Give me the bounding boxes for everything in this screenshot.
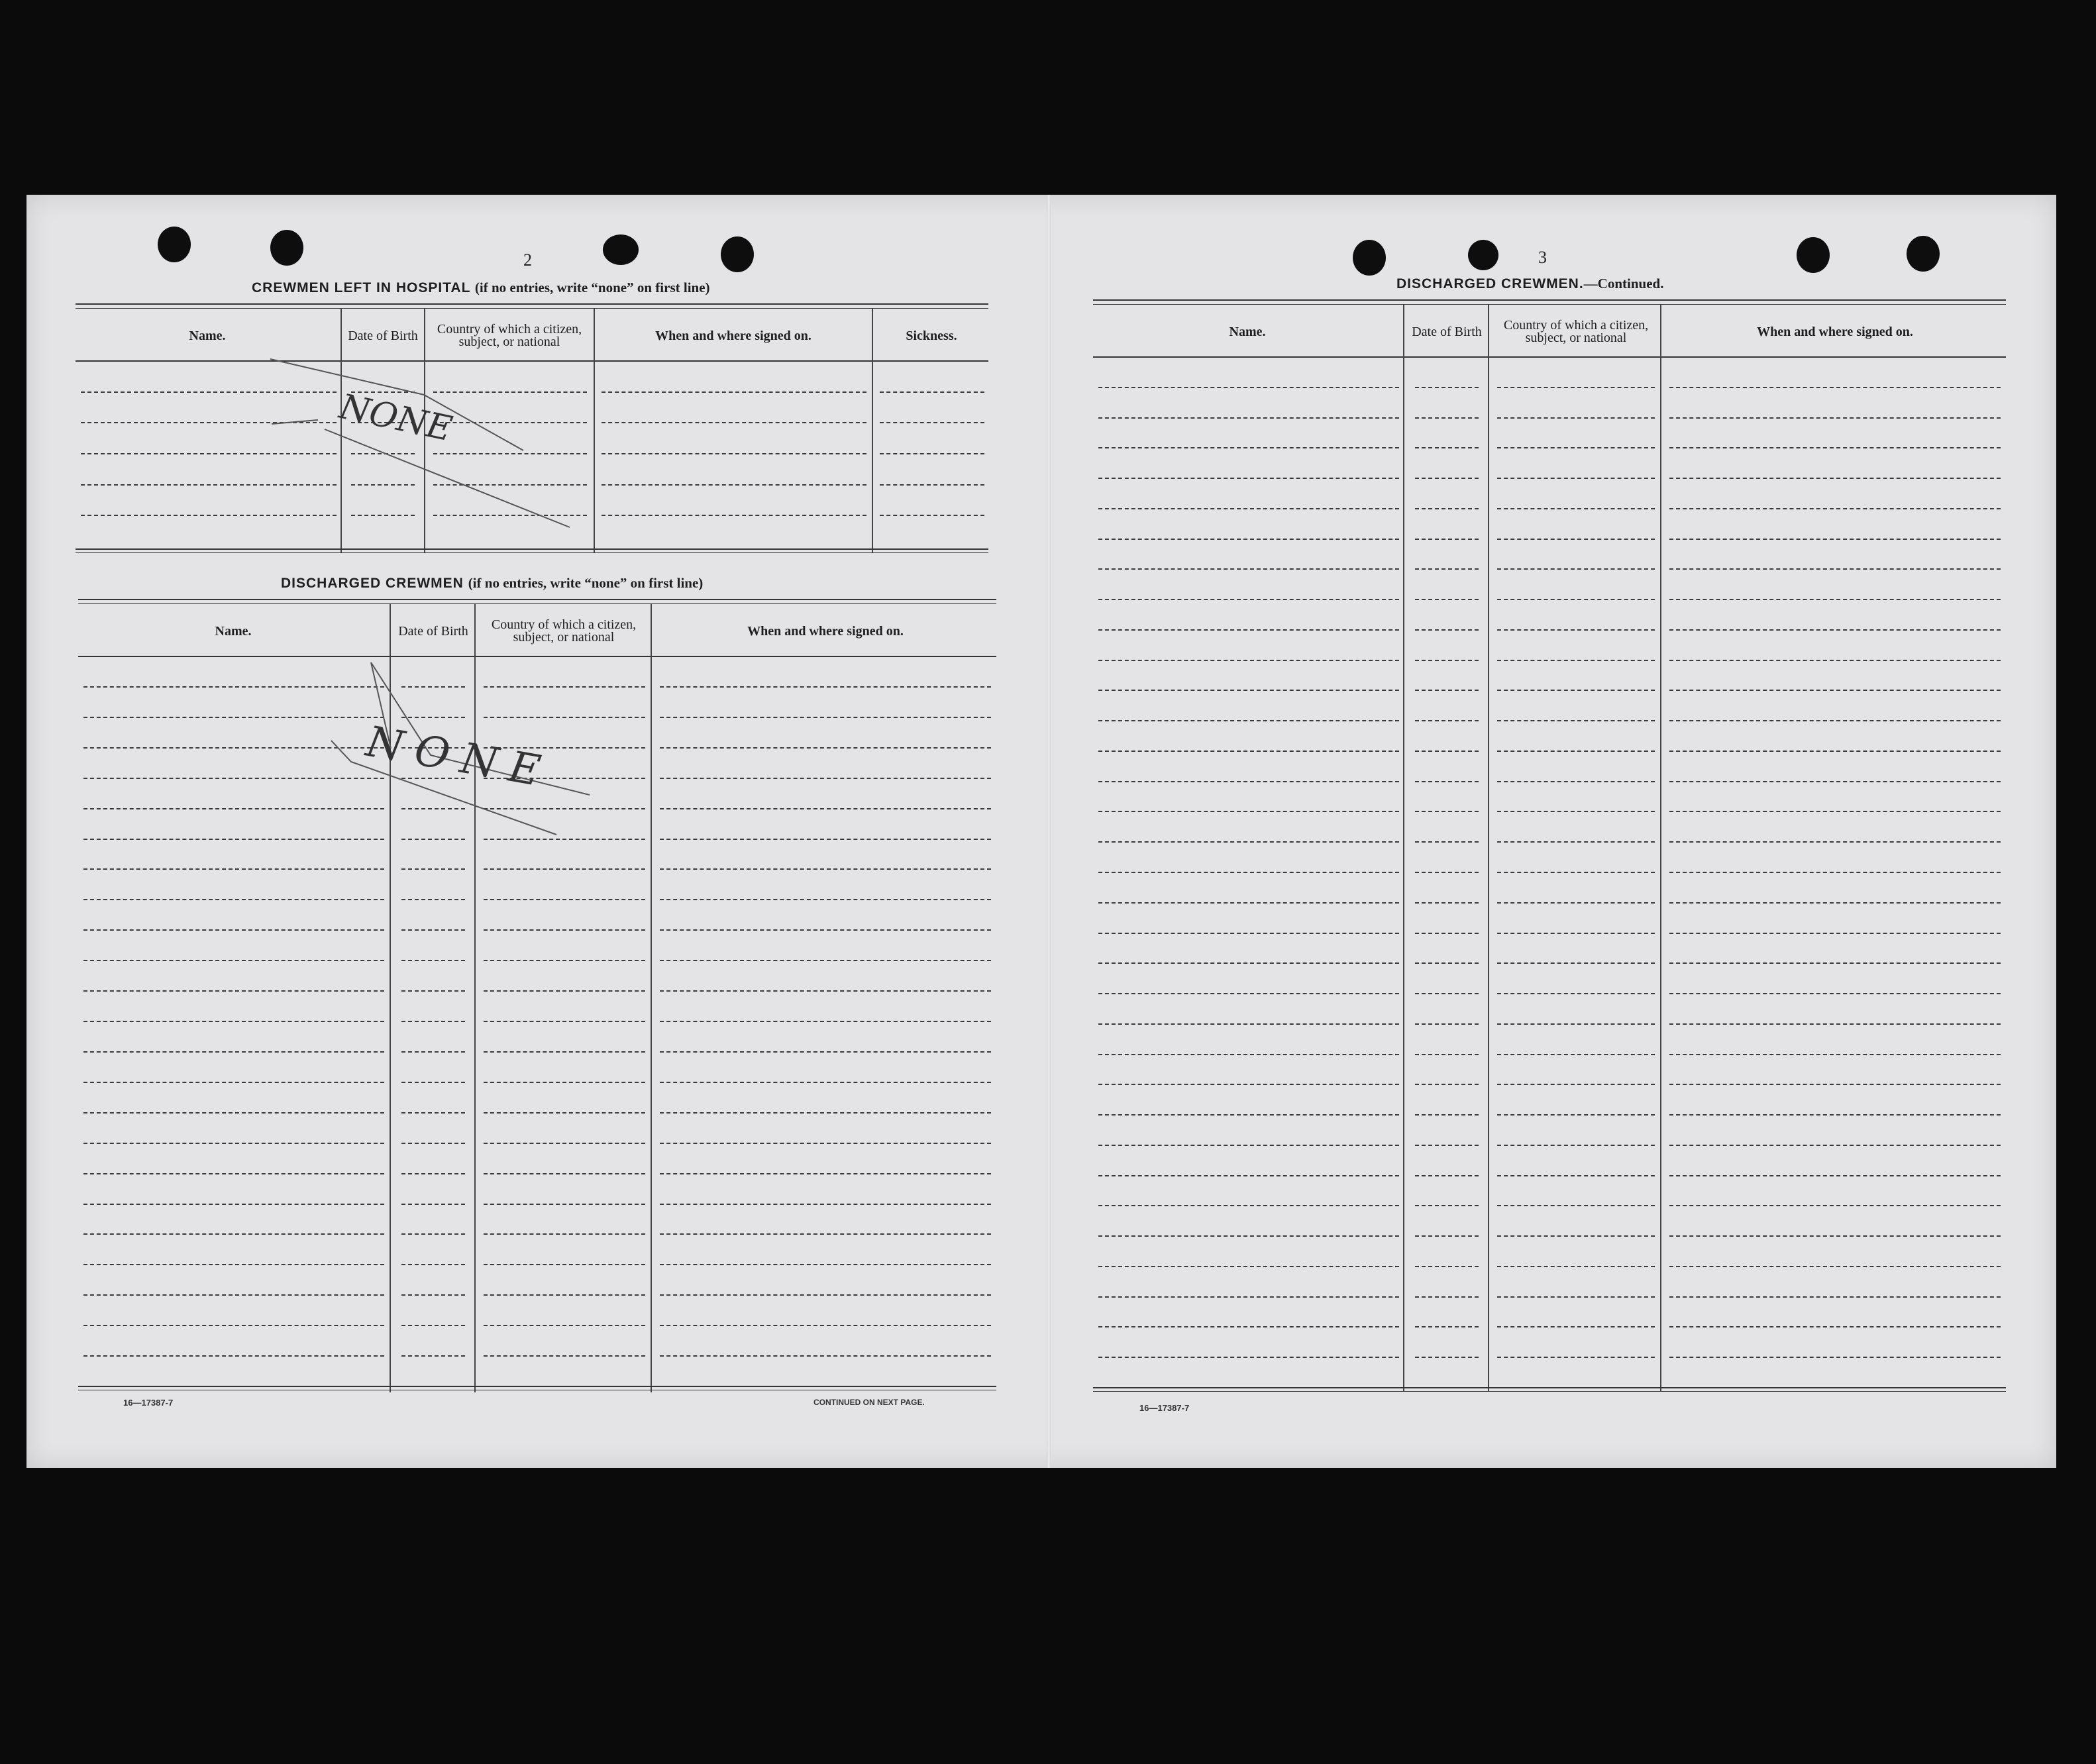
dotted-entry-line (1415, 1054, 1479, 1055)
dotted-entry-line (1669, 599, 2001, 600)
dotted-entry-line (1669, 417, 2001, 419)
none-discharged-label: NONE (362, 717, 556, 798)
table-rows (1093, 356, 2006, 1387)
table-bottom-rule (1093, 1387, 2006, 1392)
dotted-entry-line (1497, 508, 1655, 509)
column-header-date-of-birth: Date of Birth (348, 328, 418, 343)
page-number-right: 3 (1538, 248, 1547, 267)
dotted-entry-line (1415, 568, 1479, 570)
dotted-entry-line (1669, 508, 2001, 509)
dotted-entry-line (1415, 599, 1479, 600)
dotted-entry-line (1098, 872, 1399, 873)
dotted-entry-line (401, 868, 465, 870)
column-header-date-of-birth: Date of Birth (1412, 324, 1482, 339)
dotted-entry-line (1415, 1205, 1479, 1206)
dotted-entry-line (1669, 1145, 2001, 1146)
dotted-entry-line (1669, 1235, 2001, 1237)
dotted-entry-line (1098, 751, 1399, 752)
dotted-entry-line (484, 1143, 645, 1144)
dotted-entry-line (1669, 690, 2001, 691)
dotted-entry-line (660, 899, 991, 900)
punch-hole (270, 230, 303, 266)
dotted-entry-line (1415, 539, 1479, 540)
hospital-title-text: CREWMEN LEFT IN HOSPITAL (252, 280, 471, 295)
dotted-entry-line (1497, 417, 1655, 419)
dotted-entry-line (1669, 781, 2001, 782)
column-header-country: Country of which a citizen, subject, or national (437, 322, 582, 349)
dotted-entry-line (1415, 841, 1479, 843)
dotted-entry-line (1098, 1023, 1399, 1025)
hospital-title-note: (if no entries, write “none” on first line) (474, 280, 710, 295)
dotted-entry-line (83, 960, 384, 961)
dotted-entry-line (1497, 902, 1655, 904)
dotted-entry-line (1669, 1175, 2001, 1176)
dotted-entry-line (401, 960, 465, 961)
dotted-entry-line (660, 808, 991, 809)
dotted-entry-line (83, 1143, 384, 1144)
dotted-entry-line (401, 1355, 465, 1357)
dotted-entry-line (1098, 1235, 1399, 1237)
dotted-entry-line (83, 1264, 384, 1265)
dotted-entry-line (1669, 933, 2001, 934)
discharged-title-text: DISCHARGED CREWMEN (281, 576, 464, 591)
continued-suffix: —Continued. (1583, 276, 1664, 291)
punch-hole (1468, 240, 1498, 270)
dotted-entry-line (1669, 629, 2001, 631)
dotted-entry-line (1098, 1145, 1399, 1146)
form-number-right: 16—17387-7 (1139, 1403, 1190, 1413)
dotted-entry-line (1098, 811, 1399, 812)
dotted-entry-line (1497, 447, 1655, 448)
dotted-entry-line (1497, 387, 1655, 388)
dotted-entry-line (1415, 1296, 1479, 1298)
dotted-entry-line (1098, 660, 1399, 661)
dotted-entry-line (660, 686, 991, 688)
dotted-entry-line (1669, 902, 2001, 904)
dotted-entry-line (1098, 1326, 1399, 1327)
dotted-entry-line (1098, 629, 1399, 631)
dotted-entry-line (1497, 478, 1655, 479)
discharged-title-note: (if no entries, write “none” on first line) (468, 575, 704, 591)
dotted-entry-line (484, 1112, 645, 1114)
dotted-entry-line (660, 1325, 991, 1326)
dotted-entry-line (1415, 751, 1479, 752)
punch-hole (1353, 240, 1386, 276)
dotted-entry-line (1098, 599, 1399, 600)
dotted-entry-line (1669, 568, 2001, 570)
dotted-entry-line (484, 1294, 645, 1296)
dotted-entry-line (660, 868, 991, 870)
dotted-entry-line (1098, 508, 1399, 509)
dotted-entry-line (1098, 568, 1399, 570)
dotted-entry-line (1415, 1357, 1479, 1358)
dotted-entry-line (1669, 1357, 2001, 1358)
dotted-entry-line (1497, 1326, 1655, 1327)
dotted-entry-line (1669, 751, 2001, 752)
dotted-entry-line (484, 868, 645, 870)
dotted-entry-line (660, 1173, 991, 1174)
dotted-entry-line (1098, 1266, 1399, 1267)
dotted-entry-line (83, 1233, 384, 1235)
dotted-entry-line (401, 899, 465, 900)
column-header-signed-on: When and where signed on. (655, 329, 812, 343)
dotted-entry-line (1098, 1205, 1399, 1206)
dotted-entry-line (1098, 1114, 1399, 1115)
dotted-entry-line (1497, 1145, 1655, 1146)
dotted-entry-line (1669, 1205, 2001, 1206)
dotted-entry-line (484, 1173, 645, 1174)
dotted-entry-line (602, 453, 866, 454)
dotted-entry-line (1098, 417, 1399, 419)
dotted-entry-line (660, 839, 991, 840)
dotted-entry-line (1669, 1296, 2001, 1298)
dotted-entry-line (880, 422, 984, 423)
dotted-entry-line (1497, 933, 1655, 934)
dotted-entry-line (1669, 387, 2001, 388)
dotted-entry-line (1098, 993, 1399, 994)
column-header-signed-on: When and where signed on. (747, 624, 904, 639)
dotted-entry-line (660, 747, 991, 749)
discharged-section-title (281, 575, 703, 592)
dotted-entry-line (484, 1204, 645, 1205)
dotted-entry-line (1415, 1326, 1479, 1327)
dotted-entry-line (83, 899, 384, 900)
dotted-entry-line (880, 484, 984, 486)
dotted-entry-line (484, 1325, 645, 1326)
dotted-entry-line (1098, 902, 1399, 904)
none-hospital-label: NONE (336, 387, 456, 450)
dotted-entry-line (1669, 993, 2001, 994)
dotted-entry-line (401, 1021, 465, 1022)
dotted-entry-line (1497, 539, 1655, 540)
dotted-entry-line (83, 1325, 384, 1326)
dotted-entry-line (401, 1051, 465, 1053)
dotted-entry-line (1098, 720, 1399, 721)
table-top-rule (76, 303, 988, 309)
dotted-entry-line (1415, 933, 1479, 934)
discharged-continued-title (1396, 276, 1663, 292)
dotted-entry-line (484, 990, 645, 992)
hospital-section-title (252, 280, 710, 296)
dotted-entry-line (1415, 902, 1479, 904)
dotted-entry-line (83, 1051, 384, 1053)
dotted-entry-line (484, 960, 645, 961)
dotted-entry-line (1098, 1084, 1399, 1085)
dotted-entry-line (1669, 447, 2001, 448)
dotted-entry-line (1415, 1235, 1479, 1237)
column-header-sickness: Sickness. (906, 329, 957, 343)
column-header-country: Country of which a citizen, subject, or national (491, 617, 637, 645)
dotted-entry-line (1415, 872, 1479, 873)
dotted-entry-line (660, 990, 991, 992)
dotted-entry-line (401, 1233, 465, 1235)
dotted-entry-line (484, 1355, 645, 1357)
dotted-entry-line (83, 929, 384, 931)
dotted-entry-line (1497, 962, 1655, 964)
column-header-name: Name. (1229, 325, 1266, 339)
dotted-entry-line (1415, 1145, 1479, 1146)
form-number-left: 16—17387-7 (123, 1398, 174, 1408)
dotted-entry-line (1098, 690, 1399, 691)
dotted-entry-line (401, 990, 465, 992)
dotted-entry-line (401, 929, 465, 931)
punch-hole (721, 236, 754, 272)
column-header-name: Name. (189, 329, 226, 343)
dotted-entry-line (1497, 1084, 1655, 1085)
dotted-entry-line (660, 1021, 991, 1022)
dotted-entry-line (83, 1294, 384, 1296)
page-number-left: 2 (523, 250, 532, 270)
dotted-entry-line (660, 1355, 991, 1357)
dotted-entry-line (83, 1112, 384, 1114)
dotted-entry-line (1497, 720, 1655, 721)
dotted-entry-line (401, 1173, 465, 1174)
dotted-entry-line (660, 1264, 991, 1265)
dotted-entry-line (602, 515, 866, 516)
dotted-entry-line (1669, 1084, 2001, 1085)
table-bottom-rule (78, 1386, 996, 1390)
dotted-entry-line (484, 1264, 645, 1265)
dotted-entry-line (880, 515, 984, 516)
dotted-entry-line (1497, 1266, 1655, 1267)
dotted-entry-line (1669, 478, 2001, 479)
dotted-entry-line (660, 778, 991, 779)
dotted-entry-line (1098, 962, 1399, 964)
dotted-entry-line (484, 929, 645, 931)
dotted-entry-line (1497, 1357, 1655, 1358)
discharged-continued-text: DISCHARGED CREWMEN. (1396, 276, 1584, 291)
dotted-entry-line (1415, 1175, 1479, 1176)
dotted-entry-line (1669, 962, 2001, 964)
dotted-entry-line (1098, 1054, 1399, 1055)
dotted-entry-line (1098, 478, 1399, 479)
dotted-entry-line (1497, 1175, 1655, 1176)
column-header-name: Name. (215, 624, 252, 639)
dotted-entry-line (484, 899, 645, 900)
dotted-entry-line (880, 391, 984, 393)
dotted-entry-line (1415, 720, 1479, 721)
punch-hole (1907, 236, 1940, 272)
dotted-entry-line (1415, 781, 1479, 782)
dotted-entry-line (660, 960, 991, 961)
dotted-entry-line (83, 990, 384, 992)
dotted-entry-line (1497, 1054, 1655, 1055)
dotted-entry-line (1415, 1023, 1479, 1025)
dotted-entry-line (1497, 781, 1655, 782)
dotted-entry-line (660, 1294, 991, 1296)
table-top-rule (78, 599, 996, 604)
dotted-entry-line (880, 453, 984, 454)
dotted-entry-line (602, 484, 866, 486)
dotted-entry-line (1415, 447, 1479, 448)
continued-note: CONTINUED ON NEXT PAGE. (813, 1398, 925, 1407)
dotted-entry-line (401, 1112, 465, 1114)
dotted-entry-line (1415, 417, 1479, 419)
dotted-entry-line (1669, 872, 2001, 873)
column-header-date-of-birth: Date of Birth (398, 623, 468, 639)
dotted-entry-line (1415, 962, 1479, 964)
table-bottom-rule (76, 548, 988, 553)
dotted-entry-line (484, 1233, 645, 1235)
discharged-table-right (1093, 299, 2006, 1395)
dotted-entry-line (1669, 660, 2001, 661)
dotted-entry-line (660, 1204, 991, 1205)
dotted-entry-line (83, 868, 384, 870)
dotted-entry-line (1497, 660, 1655, 661)
dotted-entry-line (1098, 539, 1399, 540)
dotted-entry-line (1098, 933, 1399, 934)
dotted-entry-line (1098, 781, 1399, 782)
dotted-entry-line (1098, 387, 1399, 388)
dotted-entry-line (1497, 1114, 1655, 1115)
dotted-entry-line (1098, 1296, 1399, 1298)
dotted-entry-line (1497, 1235, 1655, 1237)
dotted-entry-line (401, 1325, 465, 1326)
dotted-entry-line (1415, 1084, 1479, 1085)
dotted-entry-line (602, 391, 866, 393)
dotted-entry-line (401, 1204, 465, 1205)
dotted-entry-line (1415, 629, 1479, 631)
dotted-entry-line (1415, 387, 1479, 388)
dotted-entry-line (1415, 478, 1479, 479)
dotted-entry-line (1669, 1054, 2001, 1055)
dotted-entry-line (1497, 751, 1655, 752)
dotted-entry-line (1669, 1326, 2001, 1327)
dotted-entry-line (1497, 599, 1655, 600)
dotted-entry-line (484, 1082, 645, 1083)
dotted-entry-line (1415, 1266, 1479, 1267)
dotted-entry-line (660, 1112, 991, 1114)
dotted-entry-line (1415, 690, 1479, 691)
column-header-signed-on: When and where signed on. (1757, 325, 1913, 339)
page-fold (1047, 195, 1051, 1468)
dotted-entry-line (401, 1264, 465, 1265)
dotted-entry-line (1669, 1114, 2001, 1115)
dotted-entry-line (1098, 447, 1399, 448)
dotted-entry-line (401, 1143, 465, 1144)
punch-hole (603, 234, 639, 265)
dotted-entry-line (1497, 993, 1655, 994)
dotted-entry-line (1098, 841, 1399, 843)
dotted-entry-line (1415, 1114, 1479, 1115)
table-top-rule (1093, 299, 2006, 305)
dotted-entry-line (1497, 872, 1655, 873)
dotted-entry-line (1497, 841, 1655, 843)
dotted-entry-line (660, 1233, 991, 1235)
punch-hole (158, 227, 191, 262)
handwritten-none-discharged (325, 656, 603, 848)
dotted-entry-line (1497, 1023, 1655, 1025)
dotted-entry-line (1497, 1296, 1655, 1298)
dotted-entry-line (83, 1082, 384, 1083)
dotted-entry-line (1669, 720, 2001, 721)
dotted-entry-line (660, 1143, 991, 1144)
dotted-entry-line (1497, 690, 1655, 691)
dotted-entry-line (1415, 508, 1479, 509)
dotted-entry-line (484, 1051, 645, 1053)
dotted-entry-line (401, 1082, 465, 1083)
dotted-entry-line (1669, 539, 2001, 540)
dotted-entry-line (1415, 811, 1479, 812)
dotted-entry-line (660, 1051, 991, 1053)
dotted-entry-line (1098, 1357, 1399, 1358)
dotted-entry-line (1415, 993, 1479, 994)
dotted-entry-line (1497, 1205, 1655, 1206)
punch-hole (1797, 237, 1830, 273)
dotted-entry-line (484, 1021, 645, 1022)
dotted-entry-line (1098, 1175, 1399, 1176)
dotted-entry-line (83, 1355, 384, 1357)
dotted-entry-line (83, 1173, 384, 1174)
dotted-entry-line (1415, 660, 1479, 661)
dotted-entry-line (660, 1082, 991, 1083)
handwritten-none-hospital (258, 351, 603, 537)
dotted-entry-line (1669, 1266, 2001, 1267)
column-header-country: Country of which a citizen, subject, or national (1503, 318, 1649, 345)
dotted-entry-line (401, 1294, 465, 1296)
dotted-entry-line (1497, 811, 1655, 812)
dotted-entry-line (83, 1204, 384, 1205)
dotted-entry-line (1669, 1023, 2001, 1025)
dotted-entry-line (602, 422, 866, 423)
dotted-entry-line (1669, 811, 2001, 812)
dotted-entry-line (1497, 629, 1655, 631)
dotted-entry-line (83, 1021, 384, 1022)
dotted-entry-line (660, 929, 991, 931)
dotted-entry-line (660, 717, 991, 718)
dotted-entry-line (1497, 568, 1655, 570)
dotted-entry-line (1669, 841, 2001, 843)
